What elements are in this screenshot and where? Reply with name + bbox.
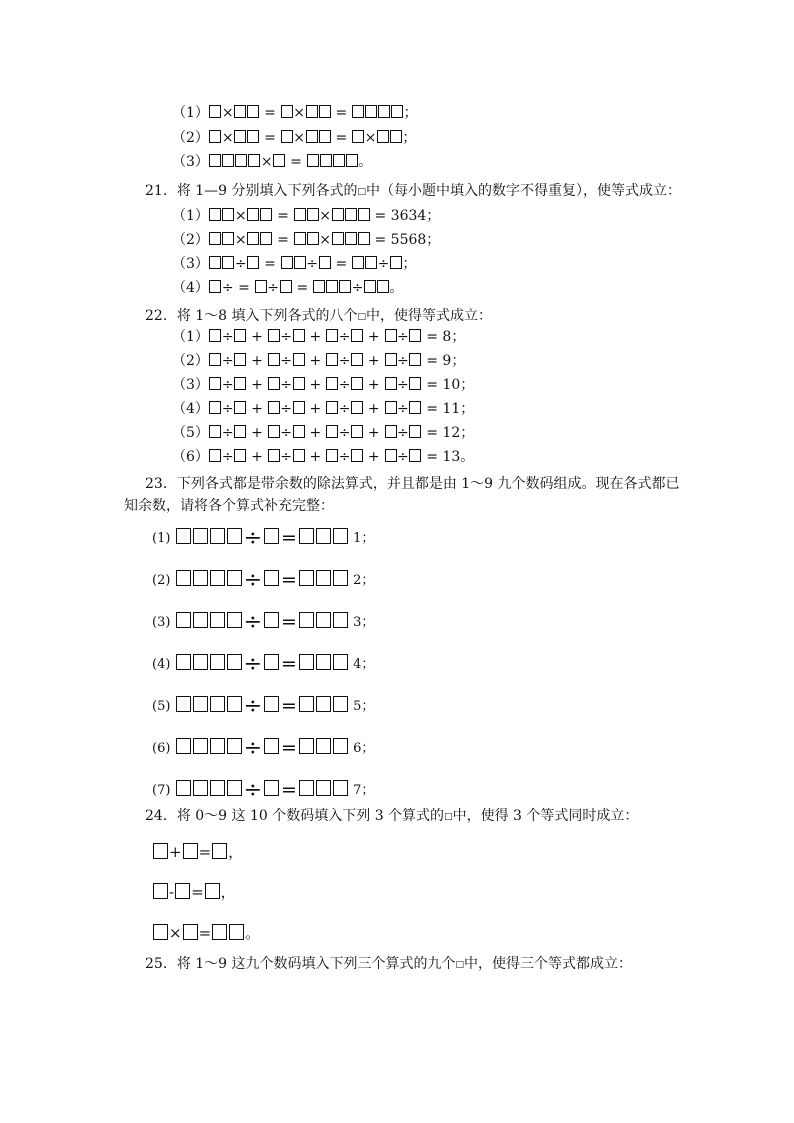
blank-box bbox=[227, 696, 242, 712]
p20-eq3: × = 。 bbox=[209, 154, 372, 170]
blank-box bbox=[320, 154, 332, 167]
blank-box bbox=[209, 208, 221, 221]
blank-box bbox=[281, 130, 293, 143]
blank-box bbox=[183, 924, 198, 940]
blank-box bbox=[358, 208, 370, 221]
blank-box bbox=[333, 154, 345, 167]
blank-box bbox=[212, 924, 227, 940]
blank-box bbox=[385, 329, 397, 342]
p20-eq2: × = × = × ； bbox=[209, 130, 416, 146]
p21-line4: （4） ÷ = ÷ = ÷ 。 bbox=[172, 280, 404, 296]
blank-box bbox=[176, 738, 191, 754]
blank-box bbox=[209, 105, 221, 118]
p21-line1: （1） × = × = 3634； bbox=[172, 208, 441, 224]
blank-box bbox=[234, 425, 246, 438]
blank-box bbox=[264, 696, 279, 712]
blank-box bbox=[209, 280, 221, 293]
blank-box bbox=[346, 154, 358, 167]
p22-line: （2） ÷ + ÷ + ÷ + ÷ = 9； bbox=[172, 353, 466, 369]
p24-line2: - = ， bbox=[152, 883, 236, 901]
p23-title-line1: 23．下列各式都是带余数的除法算式，并且都是由 1～9 九个数码组成。现在各式都已 bbox=[145, 476, 680, 492]
blank-box bbox=[264, 570, 279, 586]
p23-eq: ÷ = bbox=[175, 657, 349, 672]
blank-box bbox=[326, 425, 338, 438]
p23-line: (4) ÷ = 4； bbox=[152, 652, 375, 677]
blank-box bbox=[377, 280, 389, 293]
p22-eq: ÷ + ÷ + ÷ + ÷ = bbox=[209, 353, 443, 369]
blank-box bbox=[306, 130, 318, 143]
blank-box bbox=[235, 154, 247, 167]
blank-box bbox=[209, 130, 221, 143]
blank-box bbox=[212, 843, 227, 859]
blank-box bbox=[247, 208, 259, 221]
blank-box bbox=[385, 449, 397, 462]
blank-box bbox=[268, 353, 280, 366]
p23-eq: ÷ = bbox=[175, 573, 349, 588]
p22-eq: ÷ + ÷ + ÷ + ÷ = bbox=[209, 401, 443, 417]
blank-box bbox=[352, 130, 364, 143]
blank-box bbox=[222, 154, 234, 167]
blank-box bbox=[378, 105, 390, 118]
blank-box bbox=[153, 843, 168, 859]
blank-box bbox=[193, 780, 208, 796]
p22-line: （1） ÷ + ÷ + ÷ + ÷ = 8； bbox=[172, 329, 466, 345]
blank-box bbox=[264, 654, 279, 670]
small-box-glyph: □ bbox=[357, 312, 367, 322]
blank-box bbox=[264, 528, 279, 544]
blank-box bbox=[247, 130, 259, 143]
blank-box bbox=[247, 256, 259, 269]
blank-box bbox=[409, 401, 421, 414]
blank-box bbox=[234, 353, 246, 366]
p21-line2: （2） × = × = 5568； bbox=[172, 232, 441, 248]
blank-box bbox=[193, 738, 208, 754]
blank-box bbox=[193, 570, 208, 586]
blank-box bbox=[247, 232, 259, 245]
p21-eq4: ÷ = ÷ = ÷ 。 bbox=[209, 280, 403, 296]
blank-box bbox=[209, 154, 221, 167]
blank-box bbox=[153, 883, 168, 899]
blank-box bbox=[273, 154, 285, 167]
blank-box bbox=[268, 377, 280, 390]
p21-title: 21．将 1—9 分别填入下列各式的□中（每小题中填入的数字不得重复），使等式成立： bbox=[145, 183, 682, 199]
p23-eq: ÷ = bbox=[175, 615, 349, 630]
blank-box bbox=[293, 329, 305, 342]
blank-box bbox=[409, 353, 421, 366]
blank-box bbox=[205, 883, 220, 899]
blank-box bbox=[409, 329, 421, 342]
p20-eq1: × = × = ； bbox=[209, 105, 418, 121]
blank-box bbox=[365, 105, 377, 118]
blank-box bbox=[268, 329, 280, 342]
blank-box bbox=[210, 738, 225, 754]
blank-box bbox=[333, 696, 348, 712]
blank-box bbox=[316, 696, 331, 712]
p22-line: （6） ÷ + ÷ + ÷ + ÷ = 13。 bbox=[172, 449, 475, 465]
blank-box bbox=[227, 738, 242, 754]
blank-box bbox=[293, 377, 305, 390]
blank-box bbox=[175, 883, 190, 899]
p21-eq3: ÷ = ÷ = ÷ ； bbox=[209, 256, 416, 272]
blank-box bbox=[293, 449, 305, 462]
p22-eq: ÷ + ÷ + ÷ + ÷ = bbox=[209, 329, 443, 345]
blank-box bbox=[316, 654, 331, 670]
blank-box bbox=[227, 780, 242, 796]
blank-box bbox=[319, 256, 331, 269]
blank-box bbox=[264, 612, 279, 628]
blank-box bbox=[339, 280, 351, 293]
p22-line: （4） ÷ + ÷ + ÷ + ÷ = 11； bbox=[172, 401, 475, 417]
blank-box bbox=[333, 738, 348, 754]
p23-line: (2) ÷ = 2； bbox=[152, 568, 375, 593]
blank-box bbox=[247, 105, 259, 118]
blank-box bbox=[234, 130, 246, 143]
blank-box bbox=[294, 232, 306, 245]
p23-eq: ÷ = bbox=[175, 741, 349, 756]
blank-box bbox=[352, 105, 364, 118]
p22-line: （5） ÷ + ÷ + ÷ + ÷ = 12； bbox=[172, 425, 475, 441]
p20-line2: （2） × = × = × ； bbox=[172, 130, 417, 146]
blank-box bbox=[260, 232, 272, 245]
blank-box bbox=[319, 130, 331, 143]
blank-box bbox=[332, 208, 344, 221]
small-box-glyph: □ bbox=[357, 187, 367, 197]
blank-box bbox=[390, 130, 402, 143]
blank-box bbox=[234, 377, 246, 390]
blank-box bbox=[385, 425, 397, 438]
blank-box bbox=[210, 570, 225, 586]
p23-line: (6) ÷ = 6； bbox=[152, 736, 375, 761]
blank-box bbox=[193, 612, 208, 628]
blank-box bbox=[209, 256, 221, 269]
blank-box bbox=[210, 654, 225, 670]
blank-box bbox=[210, 528, 225, 544]
p20-line1: （1） × = × = ； bbox=[172, 105, 418, 121]
blank-box bbox=[326, 401, 338, 414]
blank-box bbox=[193, 528, 208, 544]
blank-box bbox=[351, 329, 363, 342]
blank-box bbox=[234, 401, 246, 414]
blank-box bbox=[210, 696, 225, 712]
blank-box bbox=[299, 780, 314, 796]
p22-eq: ÷ + ÷ + ÷ + ÷ = bbox=[209, 449, 443, 465]
blank-box bbox=[316, 570, 331, 586]
blank-box bbox=[294, 208, 306, 221]
blank-box bbox=[227, 654, 242, 670]
blank-box bbox=[316, 612, 331, 628]
blank-box bbox=[280, 280, 292, 293]
blank-box bbox=[176, 528, 191, 544]
blank-box bbox=[326, 353, 338, 366]
blank-box bbox=[268, 401, 280, 414]
blank-box bbox=[176, 780, 191, 796]
blank-box bbox=[299, 528, 314, 544]
p22-eq: ÷ + ÷ + ÷ + ÷ = bbox=[209, 425, 443, 441]
blank-box bbox=[227, 570, 242, 586]
blank-box bbox=[209, 401, 221, 414]
blank-box bbox=[385, 377, 397, 390]
blank-box bbox=[183, 843, 198, 859]
blank-box bbox=[234, 449, 246, 462]
blank-box bbox=[345, 232, 357, 245]
blank-box bbox=[326, 377, 338, 390]
blank-box bbox=[299, 654, 314, 670]
blank-box bbox=[176, 654, 191, 670]
blank-box bbox=[409, 425, 421, 438]
blank-box bbox=[333, 654, 348, 670]
blank-box bbox=[299, 570, 314, 586]
p21-eq1: × = × = bbox=[209, 208, 391, 224]
blank-box bbox=[294, 256, 306, 269]
blank-box bbox=[260, 208, 272, 221]
blank-box bbox=[319, 105, 331, 118]
blank-box bbox=[255, 280, 267, 293]
blank-box bbox=[326, 329, 338, 342]
p23-line: (3) ÷ = 3； bbox=[152, 610, 375, 635]
blank-box bbox=[268, 425, 280, 438]
blank-box bbox=[176, 612, 191, 628]
blank-box bbox=[299, 696, 314, 712]
blank-box bbox=[358, 232, 370, 245]
blank-box bbox=[351, 425, 363, 438]
p24-line3: × = 。 bbox=[152, 924, 260, 942]
p21-line3: （3） ÷ = ÷ = ÷ ； bbox=[172, 256, 417, 272]
blank-box bbox=[316, 738, 331, 754]
p23-line: (7) ÷ = 7； bbox=[152, 778, 375, 803]
blank-box bbox=[227, 528, 242, 544]
small-box-glyph: □ bbox=[444, 812, 453, 822]
p24-line1: + = ， bbox=[152, 843, 243, 861]
blank-box bbox=[409, 449, 421, 462]
p23-eq: ÷ = bbox=[175, 699, 349, 714]
blank-box bbox=[209, 449, 221, 462]
blank-box bbox=[326, 449, 338, 462]
blank-box bbox=[209, 232, 221, 245]
blank-box bbox=[377, 130, 389, 143]
blank-box bbox=[385, 353, 397, 366]
blank-box bbox=[326, 280, 338, 293]
blank-box bbox=[345, 208, 357, 221]
blank-box bbox=[307, 208, 319, 221]
p23-eq: ÷ = bbox=[175, 531, 349, 546]
blank-box bbox=[281, 105, 293, 118]
blank-box bbox=[364, 280, 376, 293]
blank-box bbox=[227, 612, 242, 628]
blank-box bbox=[153, 924, 168, 940]
p25-title: 25．将 1～9 这九个数码填入下列三个算式的九个□中，使得三个等式都成立： bbox=[145, 956, 633, 972]
blank-box bbox=[264, 780, 279, 796]
blank-box bbox=[351, 401, 363, 414]
p21-eq2: × = × = bbox=[209, 232, 391, 248]
blank-box bbox=[193, 696, 208, 712]
blank-box bbox=[299, 738, 314, 754]
blank-box bbox=[333, 780, 348, 796]
blank-box bbox=[210, 612, 225, 628]
blank-box bbox=[333, 570, 348, 586]
blank-box bbox=[229, 924, 244, 940]
p23-line: (5) ÷ = 5； bbox=[152, 694, 375, 719]
blank-box bbox=[268, 449, 280, 462]
blank-box bbox=[234, 329, 246, 342]
blank-box bbox=[307, 232, 319, 245]
p20-line3: （3） × = 。 bbox=[172, 154, 373, 170]
blank-box bbox=[234, 105, 246, 118]
blank-box bbox=[209, 425, 221, 438]
blank-box bbox=[307, 154, 319, 167]
blank-box bbox=[264, 738, 279, 754]
blank-box bbox=[222, 256, 234, 269]
p24-title: 24．将 0～9 这 10 个数码填入下列 3 个算式的□中，使得 3 个等式同时成立： bbox=[145, 808, 639, 824]
blank-box bbox=[293, 353, 305, 366]
blank-box bbox=[316, 528, 331, 544]
p23-eq: ÷ = bbox=[175, 783, 349, 798]
small-box-glyph: □ bbox=[455, 960, 465, 970]
blank-box bbox=[222, 208, 234, 221]
blank-box bbox=[281, 256, 293, 269]
p22-eq: ÷ + ÷ + ÷ + ÷ = bbox=[209, 377, 443, 393]
blank-box bbox=[365, 256, 377, 269]
blank-box bbox=[351, 353, 363, 366]
blank-box bbox=[351, 377, 363, 390]
blank-box bbox=[209, 377, 221, 390]
blank-box bbox=[209, 353, 221, 366]
blank-box bbox=[352, 256, 364, 269]
blank-box bbox=[332, 232, 344, 245]
blank-box bbox=[390, 256, 402, 269]
blank-box bbox=[333, 612, 348, 628]
blank-box bbox=[316, 780, 331, 796]
blank-box bbox=[210, 780, 225, 796]
blank-box bbox=[176, 696, 191, 712]
blank-box bbox=[248, 154, 260, 167]
blank-box bbox=[209, 329, 221, 342]
blank-box bbox=[176, 570, 191, 586]
blank-box bbox=[333, 528, 348, 544]
p23-line: (1) ÷ = 1； bbox=[152, 526, 375, 551]
blank-box bbox=[293, 401, 305, 414]
p22-title: 22．将 1～8 填入下列各式的八个□中，使得等式成立： bbox=[145, 308, 493, 324]
blank-box bbox=[313, 280, 325, 293]
blank-box bbox=[385, 401, 397, 414]
p23-title-line2: 知余数，请将各个算式补充完整： bbox=[124, 498, 334, 514]
p22-line: （3） ÷ + ÷ + ÷ + ÷ = 10； bbox=[172, 377, 475, 393]
blank-box bbox=[409, 377, 421, 390]
blank-box bbox=[222, 232, 234, 245]
blank-box bbox=[351, 449, 363, 462]
blank-box bbox=[293, 425, 305, 438]
blank-box bbox=[299, 612, 314, 628]
blank-box bbox=[306, 105, 318, 118]
blank-box bbox=[193, 654, 208, 670]
blank-box bbox=[391, 105, 403, 118]
